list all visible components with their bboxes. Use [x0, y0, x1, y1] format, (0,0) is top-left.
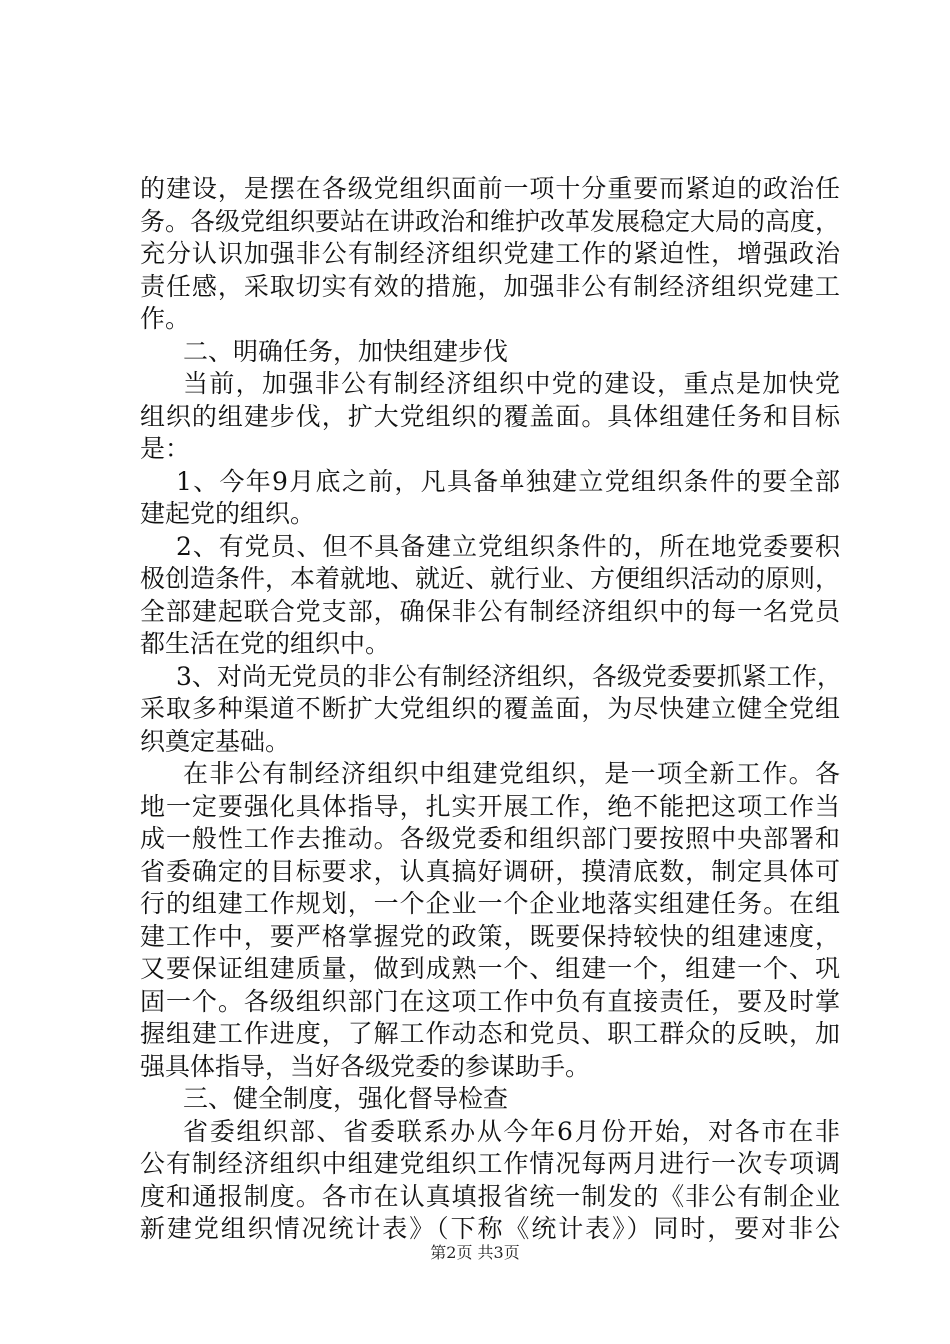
text-line: 的建设，是摆在各级党组织面前一项十分重要而紧迫的政治任 [140, 174, 840, 203]
text-line: 作。 [140, 304, 191, 333]
text-line: 建起党的组织。 [140, 499, 316, 528]
section-heading: 二、明确任务，加快组建步伐 [183, 336, 509, 366]
text-line: 织奠定基础。 [140, 726, 291, 756]
text-line: 地一定要强化具体指导，扎实开展工作，绝不能把这项工作当 [140, 791, 840, 821]
section-heading: 三、健全制度，强化督导检查 [183, 1084, 509, 1113]
text-line: 当前，加强非公有制经济组织中党的建设，重点是加快党 [183, 369, 840, 398]
text-line: 行的组建工作规划，一个企业一个企业地落实组建任务。在组 [140, 889, 840, 918]
text-line: 全部建起联合党支部，确保非公有制经济组织中的每一名党员 [140, 596, 840, 626]
text-line: 责任感，采取切实有效的措施，加强非公有制经济组织党建工 [140, 271, 840, 301]
text-line: 建工作中，要严格掌握党的政策，既要保持较快的组建速度， [140, 921, 840, 951]
text-line: 是： [140, 434, 191, 463]
page-number-footer: 第2页 共3页 [430, 1243, 520, 1262]
text-line: 固一个。各级组织部门在这项工作中负有直接责任，要及时掌 [140, 986, 840, 1016]
text-line: 在非公有制经济组织中组建党组织，是一项全新工作。各 [183, 759, 840, 788]
text-line: 省委组织部、省委联系办从今年6月份开始，对各市在非 [183, 1116, 840, 1146]
text-line: 度和通报制度。各市在认真填报省统一制发的《非公有制企业 [140, 1181, 840, 1211]
text-line: 采取多种渠道不断扩大党组织的覆盖面，为尽快建立健全党组 [140, 694, 840, 723]
document-body [140, 173, 840, 1246]
text-line: 组织的组建步伐，扩大党组织的覆盖面。具体组建任务和目标 [140, 401, 840, 431]
text-line: 强具体指导，当好各级党委的参谋助手。 [140, 1051, 591, 1081]
text-line: 充分认识加强非公有制经济组织党建工作的紧迫性，增强政治 [140, 239, 840, 268]
text-line: 公有制经济组织中组建党组织工作情况每两月进行一次专项调 [140, 1149, 840, 1178]
list-item-line: 1、今年9月底之前，凡具备单独建立党组织条件的要全部 [176, 466, 840, 496]
text-line: 都生活在党的组织中。 [140, 629, 391, 658]
text-line: 成一般性工作去推动。各级党委和组织部门要按照中央部署和 [140, 824, 840, 853]
text-line: 握组建工作进度，了解工作动态和党员、职工群众的反映，加 [140, 1019, 840, 1048]
text-line: 又要保证组建质量，做到成熟一个、组建一个，组建一个、巩 [140, 954, 840, 983]
text-line: 省委确定的目标要求，认真搞好调研，摸清底数，制定具体可 [140, 856, 840, 886]
text-line: 极创造条件，本着就地、就近、就行业、方便组织活动的原则， [140, 564, 841, 593]
text-line: 新建党组织情况统计表》（下称《统计表》）同时，要对非公 [140, 1214, 840, 1243]
list-item-line: 3、对尚无党员的非公有制经济组织，各级党委要抓紧工作， [176, 661, 842, 691]
text-line: 务。各级党组织要站在讲政治和维护改革发展稳定大局的高度， [140, 206, 841, 236]
list-item-line: 2、有党员、但不具备建立党组织条件的，所在地党委要积 [176, 531, 840, 561]
